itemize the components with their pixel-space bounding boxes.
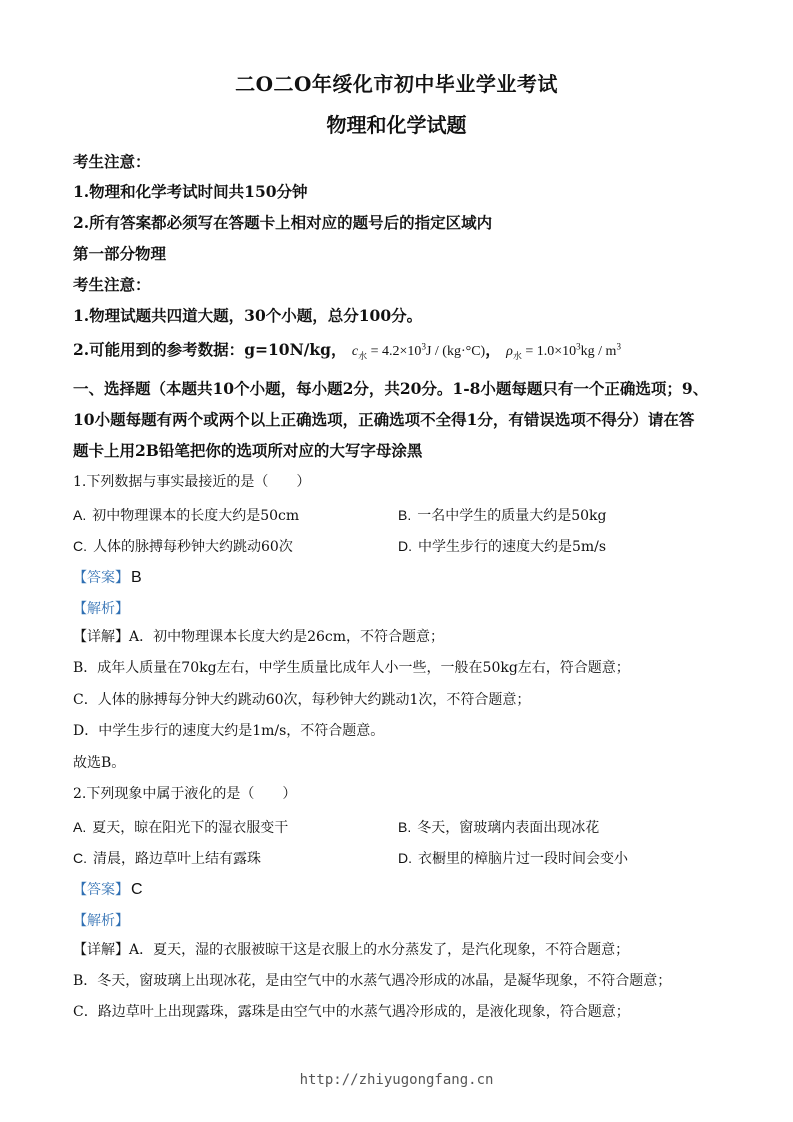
reference-data-prefix: 2.可能用到的参考数据：	[73, 340, 245, 359]
question-1-option-b: B. 一名中学生的质量大约是50kg	[398, 507, 607, 524]
specific-heat-formula: $c_水 = 4.2\times 10^3J / (kg\cdot^\circ C)$	[351, 341, 486, 361]
part-heading: 第一部分物理	[73, 244, 167, 263]
physics-notice-heading: 考生注意：	[73, 275, 151, 294]
notice-heading: 考生注意：	[73, 152, 151, 171]
footer-url[interactable]: http://zhiyugongfang.cn	[299, 1072, 494, 1088]
question-1-detail-b: B．成年人质量在70kg左右，中学生质量比成年人小一些，一般在50kg左右，符合题意；	[73, 660, 630, 676]
question-1-conclusion: 故选B。	[73, 755, 126, 771]
question-1-detail-c: C．人体的脉搏每分钟大约跳动60次，每秒钟大约跳动1次，不符合题意；	[73, 692, 531, 708]
question-1-analysis-tag: 【解析】	[73, 601, 129, 617]
question-1-option-c: C. 人体的脉搏每秒钟大约跳动60次	[73, 538, 293, 555]
reference-data-g: g=10N/kg，	[244, 340, 347, 359]
section-instructions-line-1: 一、选择题（本题共10个小题，每小题2分，共20分。1-8小题每题只有一个正确选项；9、	[73, 379, 709, 398]
exam-subtitle: 物理和化学试题	[326, 113, 467, 137]
physics-notice-reference-data: 2.可能用到的参考数据：g=10N/kg， $c_水 = 4.2\times 10^3J / (kg\cdot^\circ C)$， $\rho_水 = 1.0\times 10^3kg / m^3$	[73, 340, 621, 361]
question-1-option-a: A. 初中物理课本的长度大约是50cm	[73, 507, 300, 524]
section-instructions-line-3: 题卡上用2B铅笔把你的选项所对应的大写字母涂黑	[73, 441, 423, 460]
question-1-detail-a: 【详解】A．初中物理课本长度大约是26cm，不符合题意；	[73, 629, 445, 645]
question-2-option-b: B. 冬天，窗玻璃内表面出现冰花	[398, 819, 600, 836]
question-2-detail-c: C．路边草叶上出现露珠，露珠是由空气中的水蒸气遇冷形成的，是液化现象，符合题意；	[73, 1004, 630, 1020]
question-2-stem: 2.下列现象中属于液化的是（ ）	[73, 786, 297, 802]
question-2-option-c: C. 清晨，路边草叶上结有露珠	[73, 850, 261, 867]
water-density-formula: $\rho_水 = 1.0\times 10^3kg / m^3$	[506, 341, 621, 361]
section-instructions-line-2: 10小题每题有两个或两个以上正确选项，正确选项不全得1分，有错误选项不得分）请在答	[73, 410, 695, 429]
notice-item-time: 1.物理和化学考试时间共150分钟	[73, 182, 308, 201]
question-2-option-a: A. 夏天，晾在阳光下的湿衣服变干	[73, 819, 289, 836]
physics-notice-item-score: 1.物理试题共四道大题，30个小题，总分100分。	[73, 306, 423, 325]
question-1-detail-d: D．中学生步行的速度大约是1m/s，不符合题意。	[73, 723, 385, 739]
question-2-detail-a: 【详解】A．夏天，湿的衣服被晾干这是衣服上的水分蒸发了，是汽化现象，不符合题意；	[73, 942, 630, 958]
question-1-answer: 【答案】 B	[73, 569, 142, 586]
question-1-stem: 1.下列数据与事实最接近的是（ ）	[73, 474, 311, 490]
question-2-analysis-tag: 【解析】	[73, 913, 129, 929]
question-2-detail-b: B．冬天，窗玻璃上出现冰花，是由空气中的水蒸气遇冷形成的冰晶，是凝华现象，不符合题意；	[73, 973, 672, 989]
notice-item-answer-area: 2.所有答案都必须写在答题卡上相对应的题号后的指定区域内	[73, 213, 493, 232]
question-2-answer: 【答案】 C	[73, 881, 143, 898]
question-2-option-d: D. 衣橱里的樟脑片过一段时间会变小	[398, 850, 628, 867]
exam-title: 二O二O年绥化市初中毕业学业考试	[235, 72, 558, 96]
question-1-option-d: D. 中学生步行的速度大约是5m/s	[398, 538, 607, 555]
